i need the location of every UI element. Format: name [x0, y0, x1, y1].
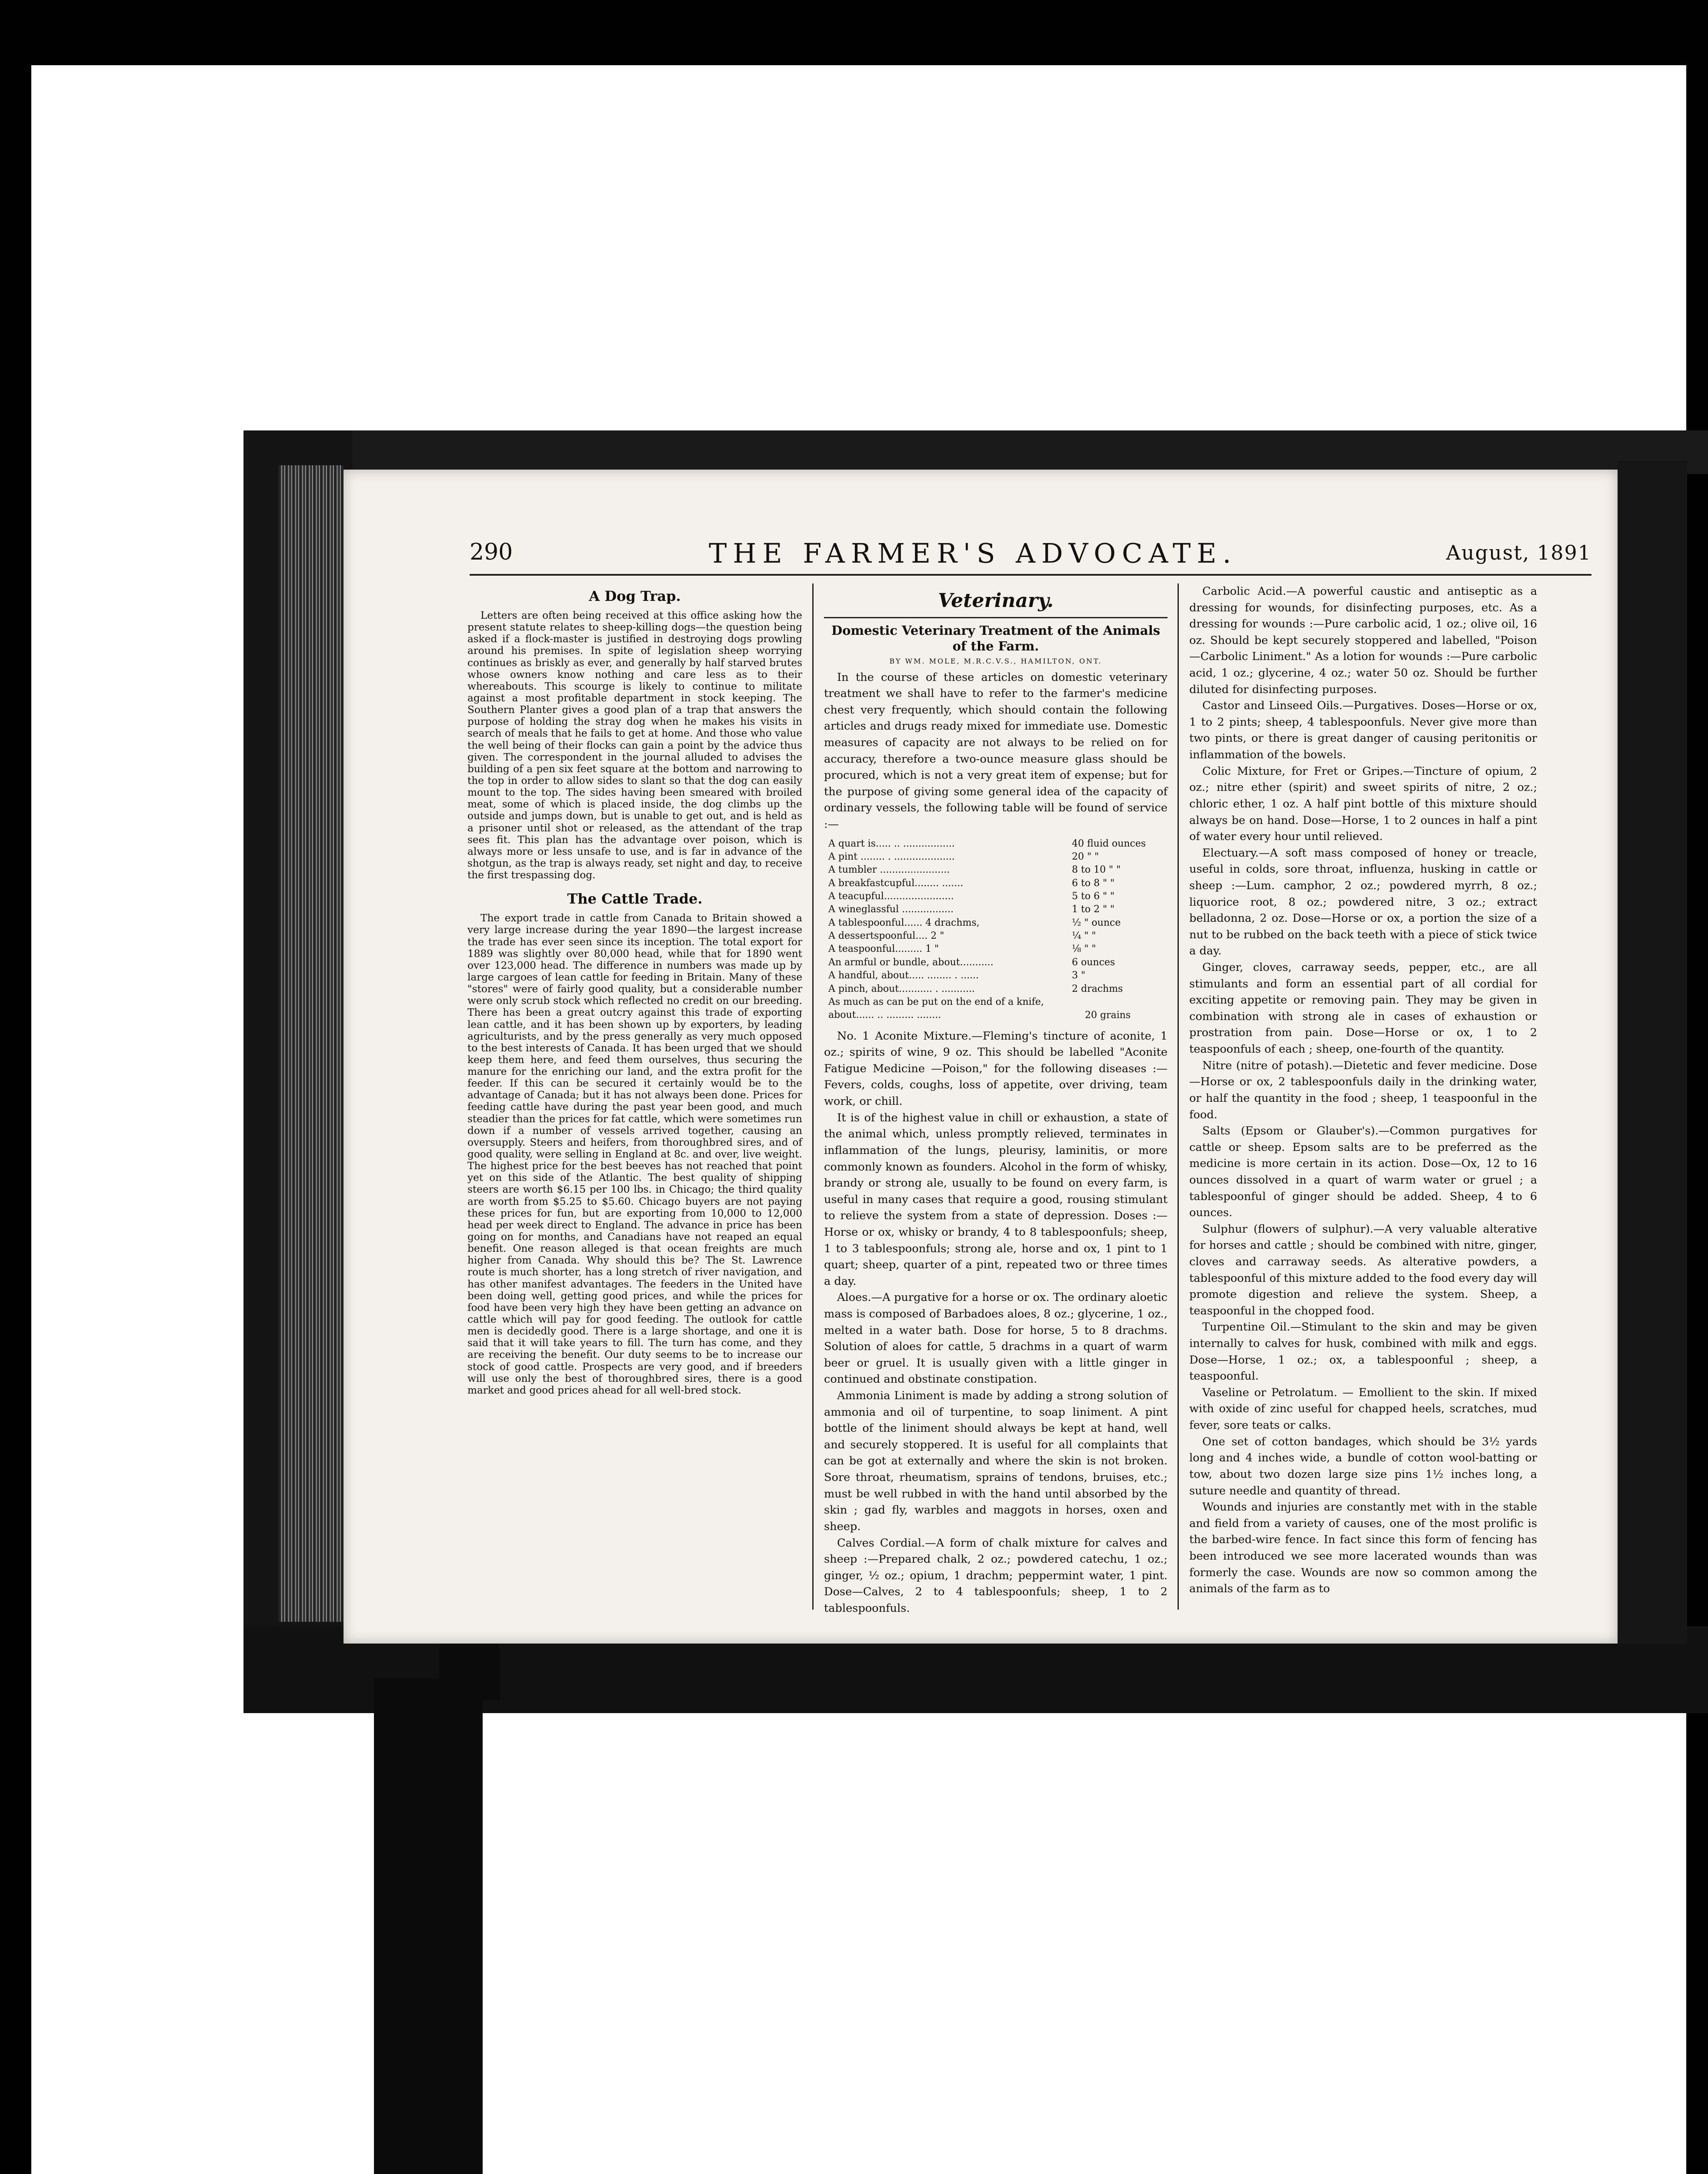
dog-trap-heading: A Dog Trap. — [589, 588, 681, 604]
aloes-paragraph: Aloes.—A purgative for a horse or ox. The ordinary aloetic mass is composed of Barbadoes aloes, 8 oz.; glycerine, 1 oz., melted in a water bath. Dose for horse, 5 to 8 drachms. Solution of aloes for cattle, 5 drachms in a quart of warm beer or gruel. It is usually given with a little ginger in continued and obstinate constipation. — [824, 1291, 1168, 1386]
page-number: 290 — [470, 539, 513, 565]
bandages-paragraph: One set of cotton bandages, which should be 3½ yards long and 4 inches wide, a bundle of cotton wool-batting or tow, about two dozen large size pins 1½ inches long, a suture needle and quantity of thread. — [1189, 1435, 1537, 1497]
castor-linseed-paragraph: Castor and Linseed Oils.—Purgatives. Doses—Horse or ox, 1 to 2 pints; sheep, 4 tablespoonfuls. Never give more than two pints, or there is great danger of causing peritonitis or inflammation of the bowels. — [1189, 699, 1537, 762]
measure-row: A pint ........ . .................... 20 " " — [828, 851, 1099, 862]
dog-trap-text: Letters are often being received at this office asking how the present statute relates to sheep-killing dogs—the question being asked if a flock-master is justified in destroying dogs prowling around his premises. In spite of legislation sheep worrying continues as briskly as ever, and generally by half starved brutes whose owners know nothing and care less as to their whereabouts. This scourge is likely to continue to militate against a most profitable department in stock keeping. The Southern Planter gives a good plan of a trap that answers the purpose of holding the stray dog when he makes his visits in search of meals that he fails to get at home. And those who value the well being of their flocks can gain a point by the advice thus given. The correspondent in the journal alluded to advises the building of a pen six feet square at the bottom and narrowing to the top in order to allow sides to slant so that the dog can easily mount to the top. The sides having been smeared with broiled meat, some of which is placed inside, the dog climbs up the outside and jumps down, but is unable to get out, and is held as a prisoner until shot or released, as the attendant of the trap sees fit. This plan has the advantage over poison, which is always more or less unsafe to use, and is far in advance of the shotgun, as the trap is always ready, set night and day, to receive the first trespassing dog. — [467, 610, 802, 881]
scan-shadow-top — [244, 430, 1708, 474]
calves-cordial-paragraph: Calves Cordial.—A form of chalk mixture for calves and sheep :—Prepared chalk, 2 oz.; powdered catechu, 1 oz.; ginger, ½ oz.; opium, 1 drachm; peppermint water, 1 pint. Dose—Calves, 2 to 4 tablespoonfuls; sheep, 1 to 2 tablespoonfuls. — [824, 1536, 1168, 1615]
article-intro: In the course of these articles on domestic veterinary treatment we shall have to refer to the farmer's medicine chest very frequently, which should contain the following articles and drugs ready mixed for immediate use. Domestic measures of capacity are not always to be relied on for accuracy, therefore a two-ounce measure glass should be procured, which is not a very great item of expense; but for the purpose of giving some general idea of the capacity of ordinary vessels, the following table will be found of service :— — [824, 670, 1168, 831]
electuary-paragraph: Electuary.—A soft mass composed of honey or treacle, useful in colds, sore throat, influenza, husking in cattle or sheep :—Lum. camphor, 2 oz.; powdered myrrh, 8 oz.; liquorice root, 8 oz.; powdered nitre, 3 oz.; extract belladonna, 2 oz. Dose—Horse or ox, a portion the size of a nut to be rubbed on the back teeth with a piece of stick twice a day. — [1189, 846, 1537, 958]
publication-title: THE FARMER'S ADVOCATE. — [709, 537, 1238, 569]
scan-frame-right — [1686, 0, 1708, 2174]
right-column — [1189, 584, 1537, 1597]
left-column — [467, 584, 802, 1396]
header-rule — [470, 574, 1591, 576]
book-page-edges — [278, 465, 344, 1622]
middle-column — [824, 584, 1168, 1617]
column-rule-1 — [812, 584, 814, 1610]
binding-strip — [374, 1678, 483, 2174]
measure-row: A teacupful....................... 5 to 6 " " — [828, 891, 1115, 902]
article-byline: BY WM. MOLE, M.R.C.V.S., HAMILTON, ONT. — [889, 657, 1102, 665]
measure-row: A wineglassful ................. 1 to 2 " " — [828, 904, 1115, 915]
page-header — [470, 539, 1591, 570]
measure-row: A breakfastcupful........ ....... 6 to 8 " " — [828, 877, 1115, 889]
wounds-paragraph: Wounds and injuries are constantly met with in the stable and field from a variety of causes, one of the most prolific is the barbed-wire fence. In fact since this form of fencing has been introduced we see more lacerated wounds than was formerly the case. Wounds are now so common among the animals of the farm as to — [1189, 1500, 1537, 1596]
vaseline-paragraph: Vaseline or Petrolatum. — Emollient to the skin. If mixed with oxide of zinc useful for chapped heels, scratches, mud fever, sore teats or calks. — [1189, 1386, 1537, 1432]
veterinary-department-heading: Veterinary. — [938, 590, 1054, 612]
measure-row: As much as can be put on the end of a knife, about...... .. ......... ........ 20 grains — [828, 996, 1131, 1021]
colic-mixture-paragraph: Colic Mixture, for Fret or Gripes.—Tincture of opium, 2 oz.; nitre ether (spirit) and sweet spirits of nitre, 2 oz.; chloric ether, 1 oz. A half pint bottle of this mixture should always be on hand. Dose—Horse, 1 to 2 ounces in half a pint of water every hour until relieved. — [1189, 764, 1537, 844]
alcohol-paragraph: It is of the highest value in chill or exhaustion, a state of the animal which, unless promptly relieved, terminates in inflammation of the lungs, pleurisy, laminitis, or more commonly known as founders. Alcohol in the form of whisky, brandy or strong ale, usually to be found on every farm, is useful in many cases that require a good, rousing stimulant to relieve the system from a state of depression. Doses :—Horse or ox, whisky or brandy, 4 to 8 tablespoonfuls; sheep, 1 to 3 tablespoonfuls; strong ale, horse and ox, 1 pint to 1 quart; sheep, quarter of a pint, repeated two or three times a day. — [824, 1111, 1168, 1288]
turpentine-oil-paragraph: Turpentine Oil.—Stimulant to the skin and may be given internally to calves for husk, combined with milk and eggs. Dose—Horse, 1 oz.; ox, a tablespoonful ; sheep, a teaspoonful. — [1189, 1320, 1537, 1383]
issue-date: August, 1891 — [1446, 541, 1591, 564]
aconite-mixture-paragraph: No. 1 Aconite Mixture.—Fleming's tincture of aconite, 1 oz.; spirits of wine, 9 oz. This should be labelled "Aconite Fatigue Medicine —Poison," for the following diseases :—Fevers, colds, coughs, loss of appetite, over driving, team work, or chill. — [824, 1029, 1168, 1108]
measure-row: An armful or bundle, about........... 6 ounces — [828, 957, 1115, 968]
scan-shadow-right — [1618, 461, 1687, 1644]
nitre-paragraph: Nitre (nitre of potash).—Dietetic and fever medicine. Dose—Horse or ox, 2 tablespoonfuls daily in the drinking water, or half the quantity in the food ; sheep, 1 teaspoonful in the food. — [1189, 1059, 1537, 1121]
measure-row: A dessertspoonful.... 2 " ¼ " " — [828, 930, 1096, 942]
scan-frame-top — [0, 0, 1708, 65]
ammonia-liniment-paragraph: Ammonia Liniment is made by adding a strong solution of ammonia and oil of turpentine, to soap liniment. A pint bottle of the liniment should always be kept at hand, well and securely stoppered. It is useful for all complaints that can be got at externally and where the skin is not broken. Sore throat, rheumatism, sprains of tendons, bruises, etc.; must be well rubbed in with the hand until absorbed by the skin ; gad fly, warbles and maggots in horses, oxen and sheep. — [824, 1389, 1168, 1533]
salts-paragraph: Salts (Epsom or Glauber's).—Common purgatives for cattle or sheep. Epsom salts are to be preferred as the medicine is more certain in its action. Dose—Ox, 12 to 16 ounces dissolved in a quart of warm water or gruel ; a tablespoonful of ginger should be added. Sheep, 4 to 6 ounces. — [1189, 1124, 1537, 1220]
measure-row: A pinch, about........... . ........... 2 drachms — [828, 983, 1123, 994]
measures-table — [828, 837, 1168, 1022]
measure-row: A tumbler ....................... 8 to 10 " " — [828, 864, 1121, 876]
sulphur-paragraph: Sulphur (flowers of sulphur).—A very valuable alterative for horses and cattle ; should be combined with nitre, ginger, cloves and carraway seeds. As alterative powders, a tablespoonful of this mixture added to the food every day will promote digestion and relieve the system. Sheep, a teaspoonful in the chopped food. — [1189, 1222, 1537, 1317]
ginger-paragraph: Ginger, cloves, carraway seeds, pepper, etc., are all stimulants and form an essential part of all cordial for exciting appetite or removing pain. They may be given in combination with strong ale in cases of exhaustion or prostration from pain. Dose—Horse or ox, 1 to 2 teaspoonfuls of each ; sheep, one-fourth of the quantity. — [1189, 961, 1537, 1056]
article-title: Domestic Veterinary Treatment of the Animals of the Farm. — [831, 623, 1161, 654]
measure-row: A tablespoonful...... 4 drachms, ½ " ounce — [828, 917, 1121, 928]
measure-row: A handful, about..... ........ . ...... 3 " — [828, 970, 1086, 981]
department-rule — [824, 617, 1168, 618]
carbolic-acid-paragraph: Carbolic Acid.—A powerful caustic and antiseptic as a dressing for wounds, for disinfecting purposes, etc. As a dressing for wounds :—Pure carbolic acid, 1 oz.; olive oil, 16 oz. Should be kept securely stoppered and labelled, "Poison—Carbolic Liniment." As a lotion for wounds :—Pure carbolic acid, 1 oz.; glycerine, 4 oz.; water 50 oz. Should be further diluted for disinfecting purposes. — [1189, 585, 1537, 696]
scan-frame-left — [0, 0, 31, 2174]
measure-row: A teaspoonful......... 1 " ⅛ " " — [828, 944, 1096, 955]
column-rule-2 — [1178, 584, 1179, 1610]
newspaper-page — [344, 470, 1618, 1644]
cattle-trade-text: The export trade in cattle from Canada to Britain showed a very large increase during the year 1890—the largest increase the trade has ever seen since its inception. The total export for 1889 was slightly over 80,000 head, while that for 1890 went over 123,000 head. The difference in numbers was made up by large cargoes of lean cattle for feeding in Britain. Many of these "stores" were of fairly good quality, but a considerable number were only scrub stock which reflected no credit on our breeding. There has been a great outcry against this trade of exporting lean cattle, and it has been shown up by exporters, by leading agriculturists, and by the press generally as very much opposed to the best interests of Canada. It has been urged that we should keep them here, and feed them ourselves, thus securing the manure for the enriching our land, and the extra profit for the feeder. If this can be secured it certainly would be to the advantage of Canada; but it has not always been done. Prices for feeding cattle have during the past year been good, and much steadier than the prices for fat cattle, which were sometimes run down if a number of vessels arrived together, causing an oversupply. Steers and heifers, from thoroughbred sires, and of good quality, were selling in England at 8c. and over, live weight. The highest price for the best beeves has not reached that point yet on this side of the Atlantic. The best quality of shipping steers are worth $6.15 per 100 lbs. in Chicago; the third quality are worth from $5.25 to $5.60. Chicago buyers are not paying these prices for fun, but are exporting from 10,000 to 12,000 head per week direct to England. The advance in price has been going on for months, and Canadians have not reaped an equal benefit. One reason alleged is that ocean freights are much higher from Canada. Why should this be? The St. Lawrence route is much shorter, has a long stretch of river navigation, and has other manifest advantages. The feeders in the United have been doing well, getting good prices, and while the prices for food have been very high they have been getting an advance on cattle which will pay for good feeding. The outlook for cattle men is decidedly good. There is a large shortage, and one it is said that it will take years to fill. The turn has come, and they are receiving the benefit. Our duty seems to be to increase our stock of good cattle. Prospects are very good, and if breeders will use only the best of thoroughbred sires, there is a good market and good prices ahead for all well-bred stock. — [467, 912, 802, 1396]
measure-row: A quart is..... .. ................. 40 fluid ounces — [828, 838, 1146, 849]
cattle-trade-heading: The Cattle Trade. — [567, 890, 703, 907]
